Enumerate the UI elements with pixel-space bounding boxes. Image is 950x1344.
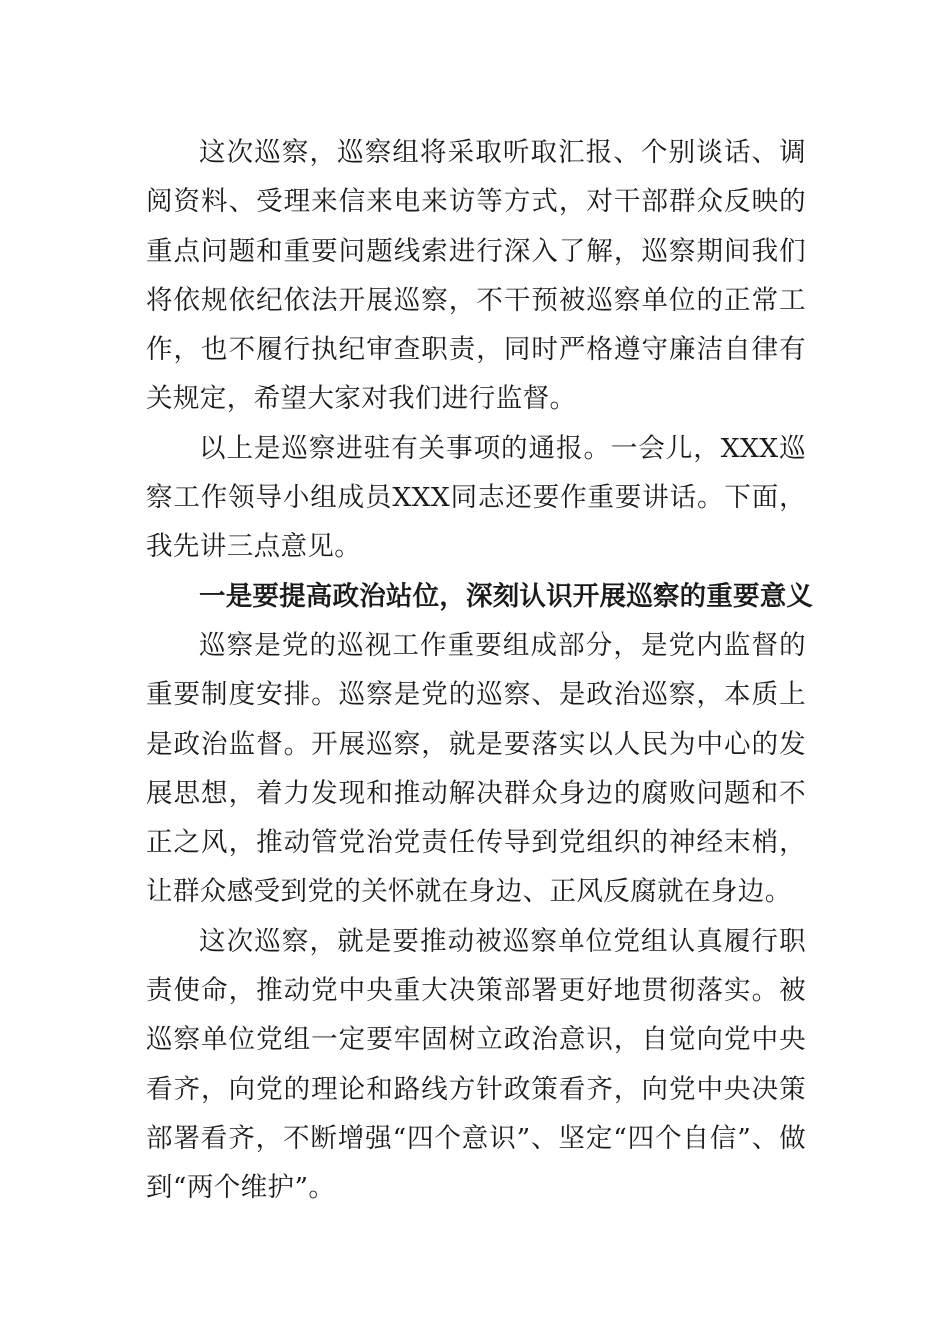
paragraph-inspection-significance: 巡察是党的巡视工作重要组成部分，是党内监督的重要制度安排。巡察是党的巡察、是政治巡察，本质上是政治监督。开展巡察，就是要落实以人民为中心的发展思想，着力发现和推动解决群众身边的腐败问题和不正之风，推动管党治党责任传导到党组织的神经末梢，让群众感受到党的关怀就在身边、正风反腐就在身边。 bbox=[146, 629, 806, 908]
paragraph-briefing-summary: 以上是巡察进驻有关事项的通报。一会儿，XXX巡察工作领导小组成员XXX同志还要作重要讲话。下面，我先讲三点意见。 bbox=[146, 432, 806, 563]
paragraph-inspection-purpose: 这次巡察，就是要推动被巡察单位党组认真履行职责使命，推动党中央重大决策部署更好地贯彻落实。被巡察单位党组一定要牢固树立政治意识，自觉向党中央看齐，向党的理论和路线方针政策看齐，向党中央决策部署看齐，不断增强“四个意识”、坚定“四个自信”、做到“两个维护”。 bbox=[146, 925, 806, 1204]
section-heading: 一是要提高政治站位，深刻认识开展巡察的重要意义 bbox=[199, 580, 814, 612]
paragraph-inspection-methods: 这次巡察，巡察组将采取听取汇报、个别谈话、调阅资料、受理来信来电来访等方式，对干部群众反映的重点问题和重要问题线索进行深入了解，巡察期间我们将依规依纪依法开展巡察，不干预被巡察单位的正常工作，也不履行执纪审查职责，同时严格遵守廉洁自律有关规定，希望大家对我们进行监督。 bbox=[146, 137, 806, 415]
document-body bbox=[146, 128, 814, 1213]
